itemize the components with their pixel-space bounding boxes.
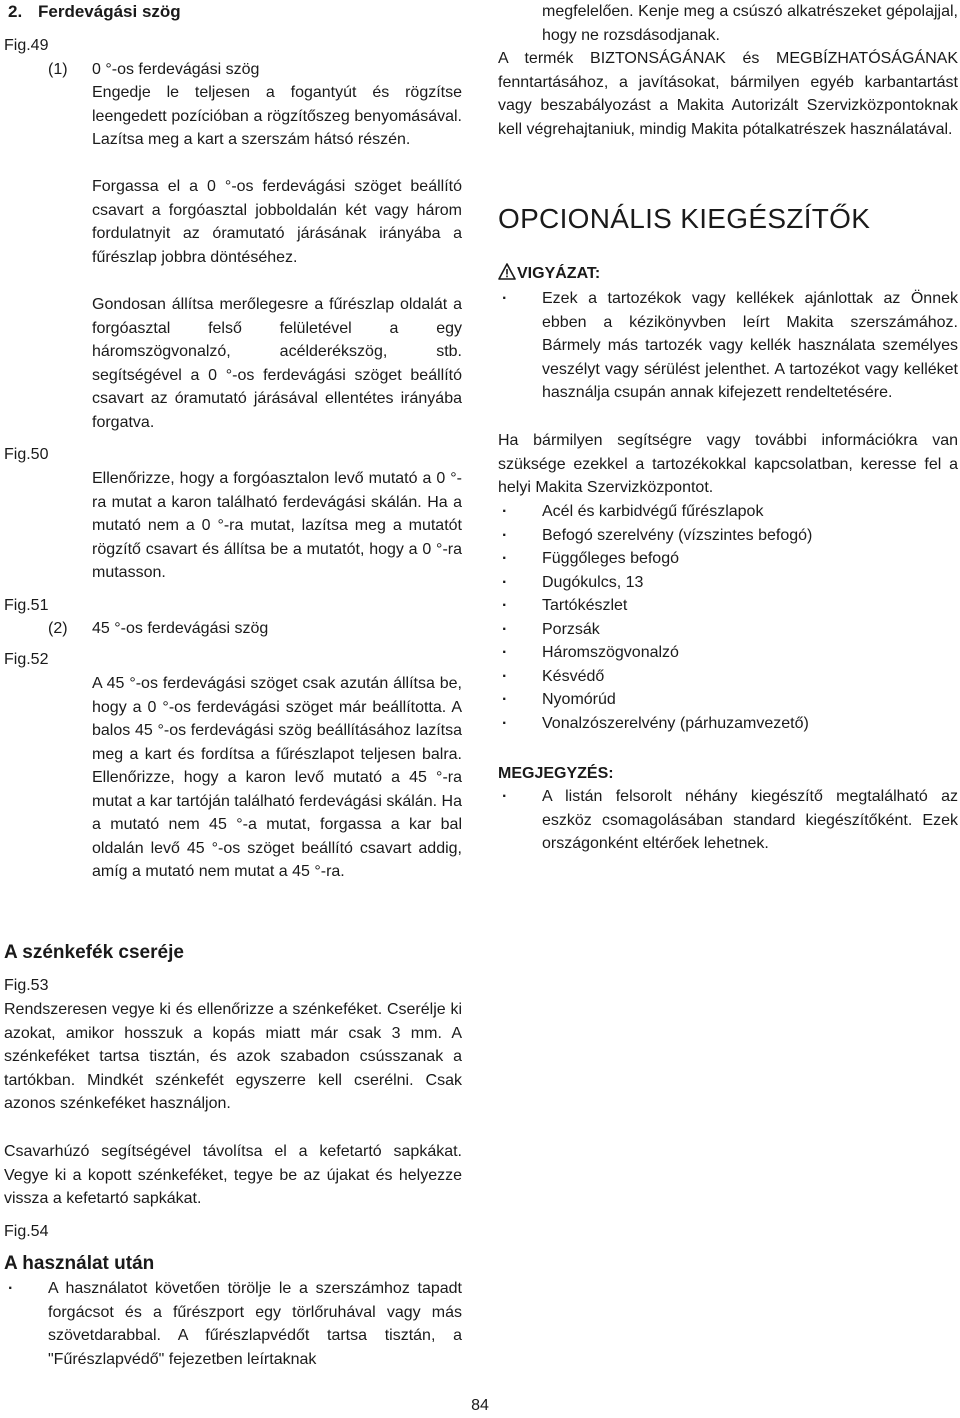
caution-bullet: · Ezek a tartozékok vagy kellékek ajánlottak az Önnek ebben a kézikönyvben leírt Makita szerszámához. Bármely más tartozék vagy kellék használata személyes veszélyt vagy sérülést jelenthet. A tartozékot vagy kelléket használja csupán annak kifejezett rendeltetésére. bbox=[498, 287, 958, 405]
after-use-list bbox=[4, 1277, 462, 1371]
after-use-bullet: · A használatot követően törölje le a szerszámhoz tapadt forgácsot és a fűrészport egy törlőruhával vagy más szövetdarabbal. A fűrészlapvédőt tartsa tisztán, a "Fűrészlapvédő" fejezetben leírtaknak bbox=[4, 1277, 462, 1371]
safety-paragraph: A termék BIZTONSÁGÁNAK és MEGBÍZHATÓSÁGÁNAK fenntartásához, a javításokat, bármilyen egyéb karbantartást vagy beszabályozást a Makita Autorizált Szervizközpontoknak kell végrehajtaniuk, mindig Makita pótalkatrészek használatával. bbox=[498, 50, 958, 138]
accessory-item: · Befogó szerelvény (vízszintes befogó) bbox=[498, 524, 958, 548]
subsection-1-number: (1) bbox=[48, 61, 68, 78]
accessory-item: · Tartókészlet bbox=[498, 594, 958, 618]
caution-label bbox=[498, 262, 600, 286]
accessory-item: · Háromszögvonalzó bbox=[498, 641, 958, 665]
section-title bbox=[8, 0, 181, 24]
fig-52-label: Fig.52 bbox=[4, 651, 49, 668]
accessory-item: · Porzsák bbox=[498, 618, 958, 642]
heading-brush-replacement: A szénkefék cseréje bbox=[4, 942, 184, 963]
note-list bbox=[498, 785, 958, 856]
page-number: 84 bbox=[471, 1397, 489, 1414]
section-title-text: Ferdevágási szög bbox=[38, 2, 181, 21]
warning-triangle-icon bbox=[498, 263, 516, 280]
accessory-item: · Vonalzószerelvény (párhuzamvezető) bbox=[498, 712, 958, 736]
fig-50-paragraph: Ellenőrizze, hogy a forgóasztalon levő mutató a 0 °-ra mutat a karon található ferdevágási skálán. Ha a mutató nem a 0 °-ra mutat, lazítsa meg a mutatót rögzítő csavart és állítsa be a mutatót, hogy a 0 °-ra mutasson. bbox=[92, 470, 462, 581]
note-bullet: · A listán felsorolt néhány kiegészítő megtalálható az eszköz csomagolásában standard kiegészítőként. Ezek országonként eltérőek lehetnek. bbox=[498, 785, 958, 856]
accessory-item: · Acél és karbidvégű fűrészlapok bbox=[498, 500, 958, 524]
continuation-paragraph bbox=[498, 0, 958, 47]
accessory-item: · Dugókulcs, 13 bbox=[498, 571, 958, 595]
brush-paragraph-2: Csavarhúzó segítségével távolítsa el a kefetartó sapkákat. Vegye ki a kopott szénkeféket, tegye be az újakat és helyezze vissza a kefetartó sapkákat. bbox=[4, 1143, 462, 1207]
note-label: MEGJEGYZÉS: bbox=[498, 765, 614, 782]
brush-paragraph-1: Rendszeresen vegye ki és ellenőrizze a szénkeféket. Cserélje ki azokat, amikor hosszuk a kopás miatt már csak 3 mm. A szénkeféket tartsa tisztán, és azok szabadon csússzanak a tartókban. Mindkét szénkefét egyszerre kell cserélni. Csak azonos szénkeféket használjon. bbox=[4, 1001, 462, 1112]
subsection-1-paragraph-1: Engedje le teljesen a fogantyút és rögzítse leengedett pozícióban a rögzítőszeg benyomásával. Lazítsa meg a kart a szerszám hátsó részén. bbox=[92, 84, 462, 148]
subsection-2-number: (2) bbox=[48, 620, 68, 637]
subsection-1-paragraph-2: Forgassa el a 0 °-os ferdevágási szöget beállító csavart a forgóasztal jobboldalán két vagy három fordulatnyit az óramutató járásának irányába a fűrészlap jobbra döntéséhez. bbox=[92, 178, 462, 266]
fig-51-label: Fig.51 bbox=[4, 597, 49, 614]
caution-label-text: VIGYÁZAT: bbox=[517, 265, 601, 282]
subsection-2-title: 45 °-os ferdevágási szög bbox=[92, 620, 269, 637]
fig-54-label: Fig.54 bbox=[4, 1223, 49, 1240]
section-number: 2. bbox=[8, 2, 23, 21]
fig-53-label: Fig.53 bbox=[4, 977, 49, 994]
fig-49-label: Fig.49 bbox=[4, 37, 49, 54]
help-paragraph: Ha bármilyen segítségre vagy további információkra van szüksége ezekkel a tartozékokkal kapcsolatban, keresse fel a helyi Makita Szervizközpontot. bbox=[498, 432, 958, 496]
accessory-item: · Függőleges befogó bbox=[498, 547, 958, 571]
heading-after-use: A használat után bbox=[4, 1253, 155, 1274]
caution-list bbox=[498, 287, 958, 405]
accessory-item: · Késvédő bbox=[498, 665, 958, 689]
subsection-1-paragraph-3: Gondosan állítsa merőlegesre a fűrészlap oldalát a forgóasztal felső felületével a egy háromszögvonalzó, acélderékszög, stb. segítségével a 0 °-os ferdevágási szöget beállító csavart az óramutató járásával ellentétes irányába forgatva. bbox=[92, 296, 462, 431]
continuation-text: megfelelően. Kenje meg a csúszó alkatrészeket gépolajjal, hogy ne rozsdásodjanak. bbox=[542, 3, 958, 44]
fig-52-paragraph: A 45 °-os ferdevágási szöget csak azután állítsa be, hogy a 0 °-os ferdevágási szöget már beállította. A balos 45 °-os ferdevágási szög beállításához lazítsa meg a kart és fordítsa a fűrészlapot teljesen balra. Ellenőrizze, hogy a karon levő mutató a 45 °-ra mutat a kar tartóján található ferdevágási skálán. Ha a mutató nem 45 °-a mutat, forgassa a kar bal oldalán levő 45 °-os szöget beállító csavart addig, amíg a mutató nem mutat a 45 °-ra. bbox=[92, 675, 462, 880]
accessory-item: · Nyomórúd bbox=[498, 688, 958, 712]
accessories-list bbox=[498, 500, 958, 735]
heading-optional-accessories: OPCIONÁLIS KIEGÉSZÍTŐK bbox=[498, 203, 871, 234]
fig-50-label: Fig.50 bbox=[4, 446, 49, 463]
subsection-1-title: 0 °-os ferdevágási szög bbox=[92, 61, 260, 78]
